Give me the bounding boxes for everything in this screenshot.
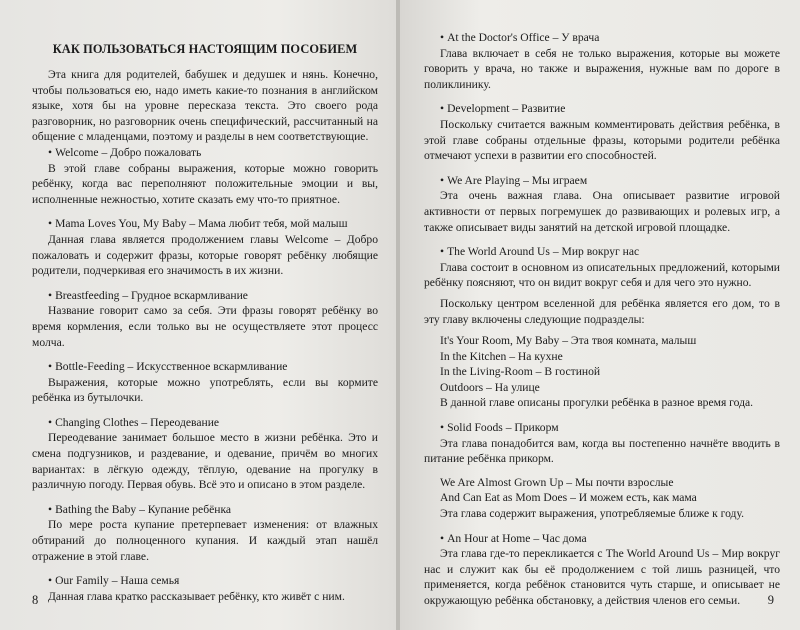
section-text: Поскольку центром вселенной для ребёнка является его дом, то в эту главу включены следующие подразделы:	[424, 296, 780, 326]
left-page	[0, 0, 398, 630]
section-text: Данная глава является продолжением главы Welcome – Добро пожаловать и содержит фразы, которые говорят ребёнку любящие родители, подчеркивая его значимость в их жизни.	[32, 232, 378, 278]
bullet-icon: •	[440, 31, 445, 44]
section-heading: • Bathing the Baby – Купание ребёнка	[48, 502, 232, 516]
section-world-around	[424, 244, 780, 411]
list-item: In the Living-Room – В гостиной	[440, 365, 601, 379]
section-heading: • An Hour at Home – Час дома	[440, 531, 587, 545]
bullet-icon: •	[48, 288, 53, 302]
bullet-icon: •	[48, 415, 53, 429]
section-heading: • At the Doctor's Office – У врача	[440, 31, 600, 44]
bullet-icon: •	[440, 245, 445, 259]
subsection-heading: We Are Almost Grown Up – Мы почти взрослые	[440, 475, 674, 489]
section-development	[424, 101, 780, 163]
section-heading: • Breastfeeding – Грудное вскармливание	[48, 288, 248, 302]
section-text: Выражения, которые можно употреблять, если вы кормите ребёнка из бутылочки.	[32, 375, 378, 405]
section-heading: • Our Family – Наша семья	[48, 574, 180, 588]
section-bottle-feeding	[32, 359, 378, 406]
intro-paragraph: Эта книга для родителей, бабушек и дедушек и нянь. Конечно, чтобы пользоваться ею, надо иметь какие-то познания в английском языке, хотя бы на уровне пересказа текста. Это своего рода разговорник, но разговорник очень специфический, рассчитанный на общение с младенцами, поэтому и разделы в нем соответствующие.	[32, 68, 378, 144]
section-text: Эта очень важная глава. Она описывает развитие игровой активности от первых погремушек до развивающих и ролевых игр, а также описывает виды занятий на детской игровой площадке.	[424, 189, 780, 234]
page-number: 9	[767, 593, 774, 607]
list-item: It's Your Room, My Baby – Эта твоя комната, малыш	[440, 334, 697, 348]
subsection-heading: And Can Eat as Mom Does – И можем есть, как мама	[440, 491, 697, 505]
section-heading: • Welcome – Добро пожаловать	[48, 145, 202, 159]
section-text: Переодевание занимает большое место в жизни ребёнка. Это и смена подгузников, и раздевание, и одевание, причём во многих вариантах: в лёгкую одежду, тёплую, одевание на прогулку в различную погоду. Первая обувь. Всё это и описано в этом разделе.	[32, 431, 378, 492]
bullet-icon: •	[48, 502, 53, 516]
section-text: Эта глава понадобится вам, когда вы постепенно начнёте вводить в питание ребёнка прикорм.	[424, 436, 780, 466]
bullet-icon: •	[440, 102, 445, 116]
bullet-icon: •	[440, 531, 445, 545]
section-changing-clothes	[32, 415, 378, 493]
section-heading: • Changing Clothes – Переодевание	[48, 415, 220, 429]
section-heading: • Solid Foods – Прикорм	[440, 421, 559, 435]
bullet-icon: •	[48, 574, 53, 588]
section-hour-at-home	[424, 531, 780, 609]
section-heading: • Mama Loves You, My Baby – Мама любит тебя, мой малыш	[48, 217, 348, 231]
section-heading: • The World Around Us – Мир вокруг нас	[440, 245, 640, 259]
list-item: In the Kitchen – На кухне	[440, 349, 563, 363]
section-text: Эта глава где-то перекликается с The World Around Us – Мир вокруг нас и служит как бы её продолжением с той лишь разницей, что применяется, когда ребёнок становится чуть старше, и описывает не окружающую ребёнка обстановку, а действия членов его семьи.	[424, 547, 780, 607]
page-number: 8	[32, 593, 39, 607]
subsection-list	[424, 333, 780, 395]
section-doctor	[424, 30, 780, 92]
section-solid-foods	[424, 420, 780, 522]
section-text: Данная глава кратко рассказывает ребёнку, кто живёт с ним.	[48, 589, 345, 603]
bullet-icon: •	[48, 217, 53, 231]
section-text: Эта глава содержит выражения, употребляемые ближе к году.	[440, 507, 744, 521]
bullet-icon: •	[48, 145, 53, 159]
section-text: Название говорит само за себя. Эти фразы говорят ребёнку во время кормления, если только вы не осуществляете этот процесс молча.	[32, 304, 378, 349]
section-heading: • Development – Развитие	[440, 102, 566, 116]
list-item: Outdoors – На улице	[440, 380, 540, 394]
section-bathing	[32, 502, 378, 564]
section-heading: • Bottle-Feeding – Искусственное вскармливание	[48, 360, 288, 374]
bullet-icon: •	[48, 360, 53, 374]
page-title: КАК ПОЛЬЗОВАТЬСЯ НАСТОЯЩИМ ПОСОБИЕМ	[52, 42, 358, 56]
section-breastfeeding	[32, 288, 378, 350]
section-welcome	[32, 145, 378, 207]
section-text: Поскольку считается важным комментировать действия ребёнка, в этой главе собраны отдельные фразы, которыми родители ребёнка отмечают успехи в развитии его способностей.	[424, 117, 780, 163]
bullet-icon: •	[440, 173, 445, 187]
section-text: В данной главе описаны прогулки ребёнка в разное время года.	[440, 396, 754, 410]
section-text: В этой главе собраны выражения, которые можно говорить ребёнку, когда вас переполняют положительные эмоции и вы, исполненные нежностью, хотите сказать ему что-то приятное.	[32, 161, 378, 206]
section-our-family	[32, 573, 378, 604]
section-mama-loves-you	[32, 216, 378, 278]
right-page	[400, 0, 800, 630]
section-text: Глава состоит в основном из описательных предложений, которыми ребёнку поясняют, что он видит вокруг себя и для чего это нужно.	[424, 260, 780, 290]
section-text: По мере роста купание претерпевает изменения: от влажных обтираний до полноценного купания. И каждый этап нашёл отражение в этой главе.	[32, 518, 378, 563]
section-text: Глава включает в себя не только выражения, которые вы можете говорить у врача, но также и выражения, нужные вам по дороге в поликлинику.	[424, 46, 780, 91]
section-heading: • We Are Playing – Мы играем	[440, 173, 588, 187]
bullet-icon: •	[440, 421, 445, 435]
section-playing	[424, 173, 780, 235]
